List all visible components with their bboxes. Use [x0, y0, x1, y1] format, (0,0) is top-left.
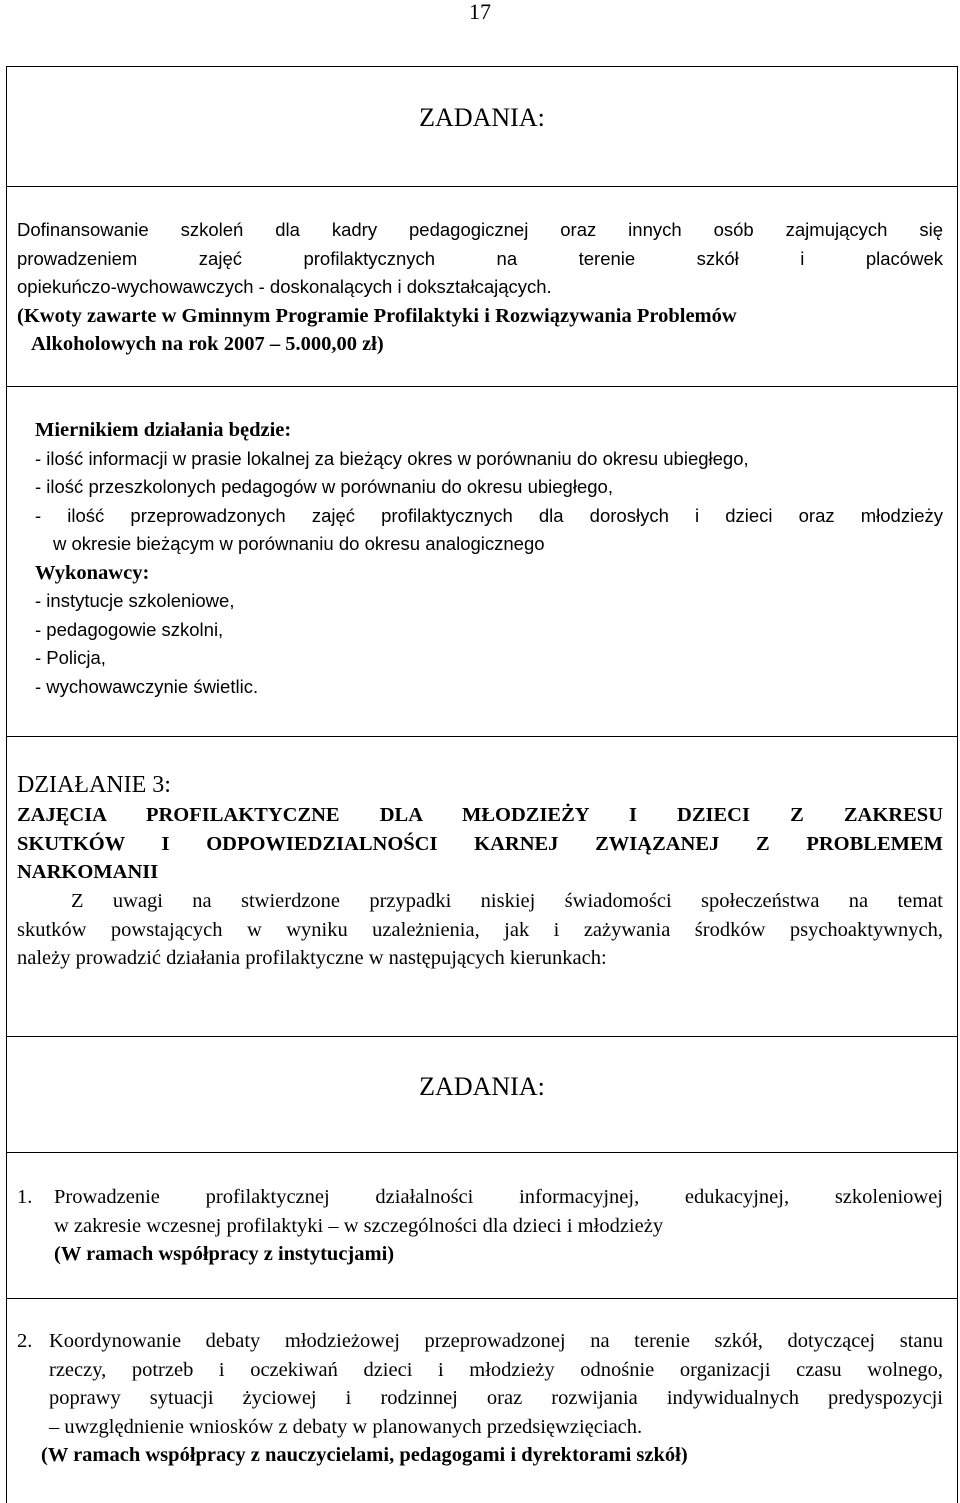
action-title: DZIAŁANIE 3: [17, 772, 171, 798]
action-subtitle-line: NARKOMANII [17, 861, 159, 883]
tasks-heading-box [6, 66, 958, 186]
tasks-heading: ZADANIA: [419, 103, 545, 132]
task-line: poprawy sytuacji życiowej i rodzinnej oraz rozwijania indywidualnych predyspozycji [49, 1387, 943, 1409]
task-2 [17, 1327, 943, 1470]
task-1-box [6, 1152, 958, 1298]
task-number: 2. [17, 1330, 33, 1352]
tasks-heading: ZADANIA: [419, 1072, 545, 1101]
action-subtitle-line: ZAJĘCIA PROFILAKTYCZNE DLA MŁODZIEŻY I DZIECI Z ZAKRESU [17, 804, 943, 826]
action-subtitle-line: SKUTKÓW I ODPOWIEDZIALNOŚCI KARNEJ ZWIĄZANEJ Z PROBLEMEM [17, 832, 943, 855]
task-description-box [6, 186, 958, 386]
task-description [17, 216, 943, 359]
action-body-line: należy prowadzić działania profilaktyczne w następujących kierunkach: [17, 947, 607, 969]
task-line: rzeczy, potrzeb i oczekiwań dzieci i młodzieży odnośnie organizacji czasu wolnego, [49, 1358, 943, 1381]
executor-item: - wychowawczynie świetlic. [35, 675, 259, 697]
action-body-line: Z uwagi na stwierdzone przypadki niskiej świadomości społeczeństwa na temat [71, 890, 943, 912]
task-cooperation: (W ramach współpracy z instytucjami) [54, 1243, 395, 1265]
funding-note: Alkoholowych na rok 2007 – 5.000,00 zł) [31, 333, 384, 355]
task-1 [17, 1183, 943, 1269]
action-3-box [6, 736, 958, 1036]
task-line: w zakresie wczesnej profilaktyki – w szczególności dla dzieci i młodzieży [54, 1214, 664, 1237]
action-body [17, 887, 943, 973]
measure-item: - ilość informacji w prasie lokalnej za bieżący okres w porównaniu do okresu ubiegłego, [35, 447, 749, 469]
task-description-line: Dofinansowanie szkoleń dla kadry pedagogicznej oraz innych osób zajmujących się [17, 219, 943, 240]
tasks-heading-box-2 [6, 1036, 958, 1152]
measures-heading: Miernikiem działania będzie: [35, 419, 292, 441]
executors-heading: Wykonawcy: [35, 561, 150, 584]
task-line: Koordynowanie debaty młodzieżowej przeprowadzonej na terenie szkół, dotyczącej stanu [49, 1330, 943, 1352]
funding-note: (Kwoty zawarte w Gminnym Programie Profilaktyki i Rozwiązywania Problemów [17, 304, 737, 327]
task-cooperation: (W ramach współpracy z nauczycielami, pedagogami i dyrektorami szkół) [41, 1444, 688, 1466]
executor-item: - Policja, [35, 647, 106, 668]
executor-item: - pedagogowie szkolni, [35, 618, 224, 640]
measure-item: w okresie bieżącym w porównaniu do okresu analogicznego [53, 533, 545, 554]
measure-item: - ilość przeprowadzonych zajęć profilaktycznych dla dorosłych i dzieci oraz młodzieży [35, 504, 943, 526]
measures-list [35, 416, 943, 701]
task-number: 1. [17, 1186, 33, 1208]
measures-box [6, 386, 958, 736]
page-number: 17 [469, 0, 491, 24]
task-description-line: opiekuńczo-wychowawczych - doskonalących i dokształcających. [17, 276, 552, 297]
task-line: Prowadzenie profilaktycznej działalności informacyjnej, edukacyjnej, szkoleniowej [54, 1186, 943, 1208]
task-line: – uwzględnienie wniosków z debaty w planowanych przedsięwzięciach. [49, 1415, 643, 1438]
measure-item: - ilość przeszkolonych pedagogów w porównaniu do okresu ubiegłego, [35, 476, 613, 497]
action-subtitle [17, 801, 943, 887]
action-body-line: skutków powstających w wyniku uzależnienia, jak i zażywania środków psychoaktywnych, [17, 918, 943, 941]
task-description-line: prowadzeniem zajęć profilaktycznych na terenie szkół i placówek [17, 247, 943, 269]
executor-item: - instytucje szkoleniowe, [35, 590, 235, 611]
task-2-box [6, 1298, 958, 1503]
